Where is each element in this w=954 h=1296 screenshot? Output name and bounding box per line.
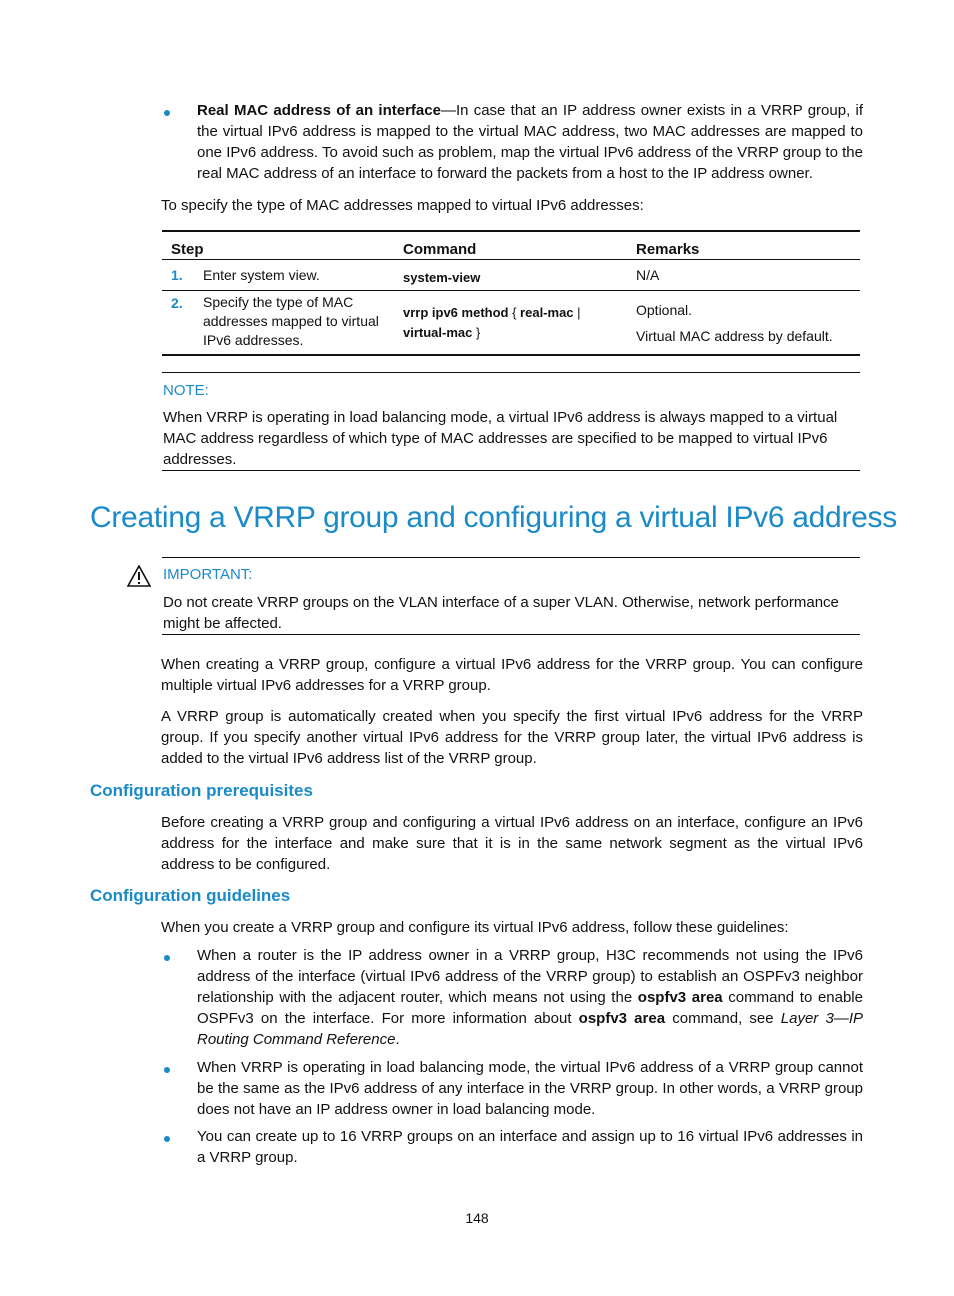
header-step: Step [171,241,204,258]
bullet-dot [164,1067,170,1073]
table-intro: To specify the type of MAC addresses mapped to virtual IPv6 addresses: [161,197,644,214]
heading-prerequisites: Configuration prerequisites [90,781,313,800]
step-number: 2. [171,295,183,311]
bullet-dot [164,955,170,961]
note-text: When VRRP is operating in load balancing mode, a virtual IPv6 address is always mapped to a virtual MAC address regardless of which type of MAC addresses are specified to be mapped to virtual IPv6 addresses. [163,409,838,468]
header-remarks: Remarks [636,241,700,258]
warning-icon [127,565,151,587]
guideline-item: When a router is the IP address owner in a VRRP group, H3C recommends not using the IPv6 address of the interface (virtual IPv6 address of the VRRP group) to establish an OSPFv3 neighbor relationship with the adjacent router, which means not using the ospfv3 area command to enable OSPFv3 on the interface. For more information about ospfv3 area command, see Layer 3—IP Routing Command Reference. [197,947,863,1048]
paragraph: When creating a VRRP group, configure a virtual IPv6 address for the VRRP group. You can configure multiple virtual IPv6 addresses for a VRRP group. [161,656,863,694]
heading-guidelines: Configuration guidelines [90,886,291,905]
bullet-real-mac [197,100,863,184]
remarks-text: Virtual MAC address by default. [636,328,833,344]
guideline-item: You can create up to 16 VRRP groups on an interface and assign up to 16 virtual IPv6 addresses in a VRRP group. [197,1128,863,1166]
table-row [162,291,860,356]
command-text: system-view [403,270,481,285]
note-top-rule [162,372,860,373]
bullet-term: Real MAC address of an interface [197,102,441,119]
remarks-text: Optional. [636,302,693,318]
important-label: IMPORTANT: [163,566,253,583]
remarks-text: N/A [636,267,660,283]
paragraph: Before creating a VRRP group and configuring a virtual IPv6 address on an interface, configure an IPv6 address for the interface and make sure that it is in the same network segment as the virtual IPv6 address to be configured. [161,814,863,873]
table-header [162,230,860,260]
bullet-dot [164,1136,170,1142]
note-label: NOTE: [163,382,209,399]
header-command: Command [403,241,477,258]
command-text: vrrp ipv6 method { real-mac | virtual-mac } [403,305,581,340]
step-number: 1. [171,267,183,283]
page-number: 148 [465,1210,489,1226]
important-text: Do not create VRRP groups on the VLAN interface of a super VLAN. Otherwise, network performance might be affected. [163,594,839,632]
guideline-item: When VRRP is operating in load balancing mode, the virtual IPv6 address of a VRRP group cannot be the same as the IPv6 address of any interface in the VRRP group. In other words, a VRRP group does not have an IP address owner in load balancing mode. [197,1059,863,1118]
note-bottom-rule [162,470,860,471]
bullet-dot [164,110,170,116]
title-rule [162,557,860,558]
table-row [162,260,860,291]
step-description: Enter system view. [203,267,320,283]
paragraph: A VRRP group is automatically created when you specify the first virtual IPv6 address for the VRRP group. If you specify another virtual IPv6 address for the VRRP group later, the virtual IPv6 address is added to the virtual IPv6 address list of the VRRP group. [161,708,863,767]
paragraph: When you create a VRRP group and configure its virtual IPv6 address, follow these guidelines: [161,919,789,936]
important-bottom-rule [162,634,860,635]
bullet-text: —In case that an IP address owner exists in a VRRP group, if the virtual IPv6 address is mapped to the virtual MAC address, two MAC addresses are mapped to one IPv6 address. To avoid such as problem, map the virtual IPv6 address of the VRRP group to the real MAC address of an interface to forward the packets from a host to the IP address owner. [197,102,864,182]
step-description: Specify the type of MAC addresses mapped to virtual IPv6 addresses. [203,294,379,348]
section-title: Creating a VRRP group and configuring a virtual IPv6 address [90,501,897,534]
